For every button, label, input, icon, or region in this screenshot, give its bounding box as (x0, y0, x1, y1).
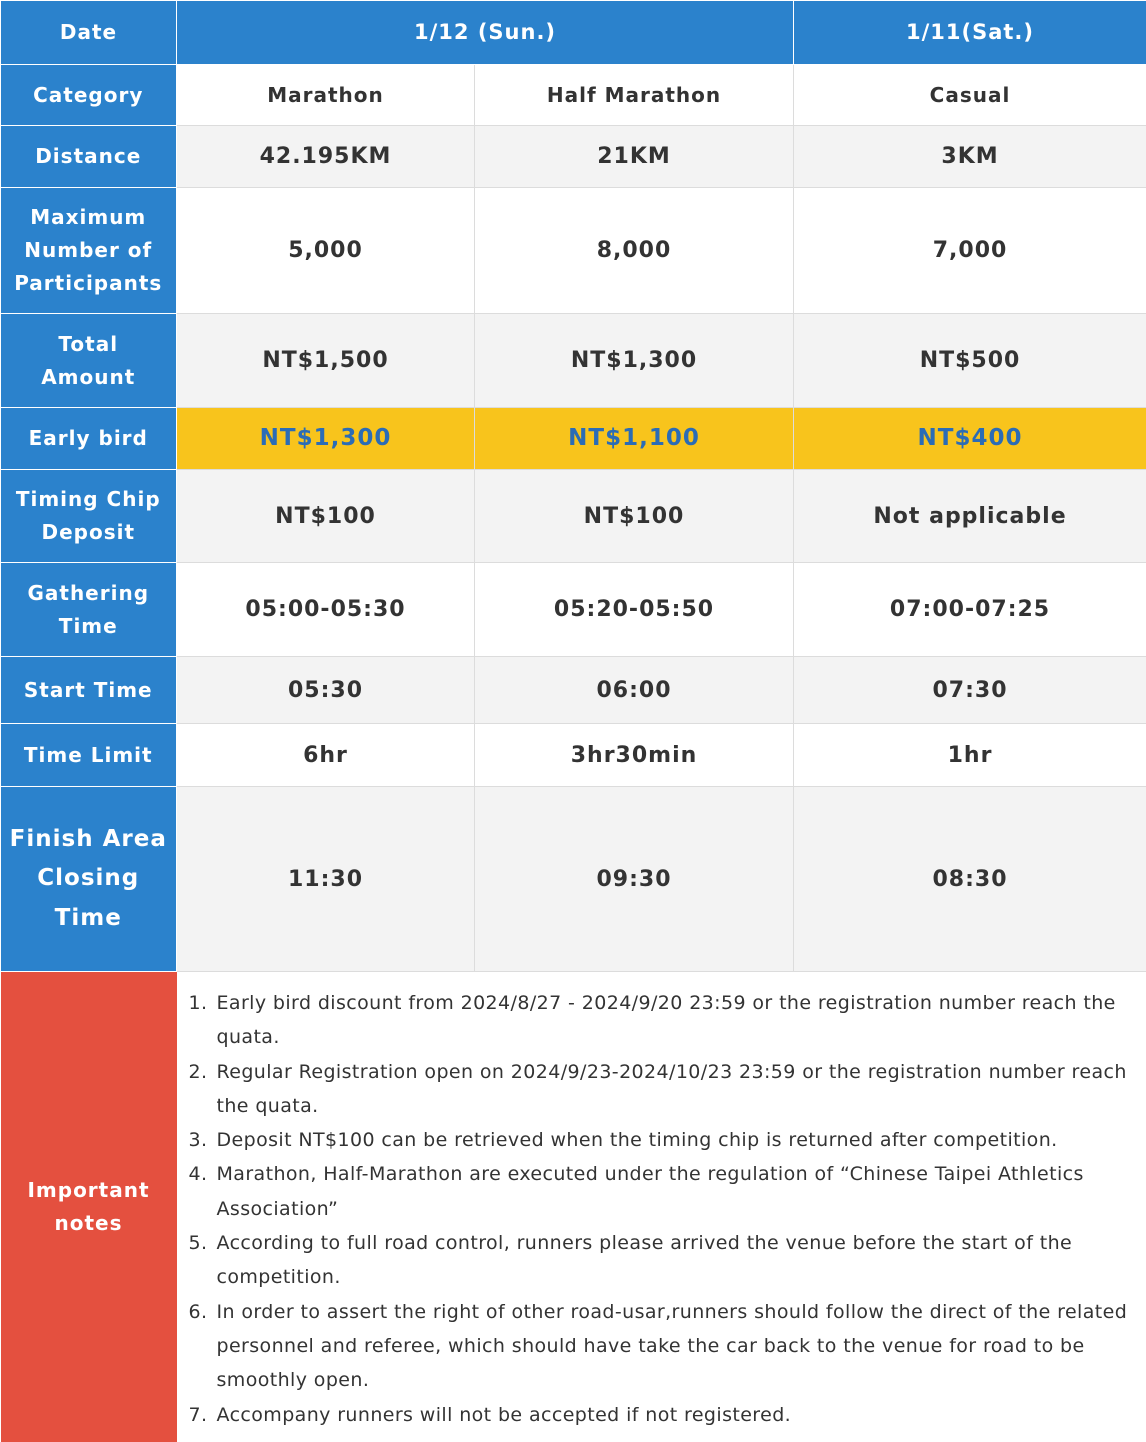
cell-half-marathon: NT$1,300 (475, 314, 794, 408)
note-text: Accompany runners will not be accepted if not registered. (217, 1398, 1137, 1432)
row-label: Gathering Time (1, 563, 177, 657)
cell-marathon: 5,000 (177, 188, 475, 314)
date-saturday: 1/11(Sat.) (794, 1, 1146, 65)
cell-half-marathon: 3hr30min (475, 724, 794, 787)
cell-casual: NT$500 (794, 314, 1146, 408)
note-item (189, 1226, 1137, 1295)
cell-marathon: NT$1,500 (177, 314, 475, 408)
cell-casual: 7,000 (794, 188, 1146, 314)
cell-half-marathon: 06:00 (475, 657, 794, 724)
note-text: Early bird discount from 2024/8/27 - 2024/9/20 23:59 or the registration number reach the quata. (217, 986, 1137, 1055)
note-number: 5. (189, 1226, 217, 1295)
cell-half-marathon: Half Marathon (475, 65, 794, 126)
cell-marathon: 05:30 (177, 657, 475, 724)
row-label: Start Time (1, 657, 177, 724)
note-text: Regular Registration open on 2024/9/23-2024/10/23 23:59 or the registration number reach the quata. (217, 1055, 1137, 1124)
row-label: Distance (1, 126, 177, 188)
cell-marathon: NT$100 (177, 470, 475, 563)
row-label: Category (1, 65, 177, 126)
note-text: Deposit NT$100 can be retrieved when the timing chip is returned after competition. (217, 1123, 1137, 1157)
row-label: Timing Chip Deposit (1, 470, 177, 563)
note-text: Marathon, Half-Marathon are executed under the regulation of “Chinese Taipei Athletics Association” (217, 1157, 1137, 1226)
cell-casual: 1hr (794, 724, 1146, 787)
cell-marathon: 05:00-05:30 (177, 563, 475, 657)
cell-marathon: 42.195KM (177, 126, 475, 188)
total-amount-row (1, 314, 1146, 408)
time-limit-row (1, 724, 1146, 787)
date-label: Date (1, 1, 177, 65)
cell-marathon: 6hr (177, 724, 475, 787)
note-text: In order to assert the right of other road-usar,runners should follow the direct of the related personnel and referee, which should have take the car back to the venue for road to be smoothly open. (217, 1295, 1137, 1398)
cell-half-marathon: NT$100 (475, 470, 794, 563)
row-label: Total Amount (1, 314, 177, 408)
max-participants-row (1, 188, 1146, 314)
row-label: Time Limit (1, 724, 177, 787)
important-notes-row (1, 972, 1146, 1442)
cell-marathon: Marathon (177, 65, 475, 126)
note-text: According to full road control, runners please arrived the venue before the start of the competition. (217, 1226, 1137, 1295)
row-label: Finish Area Closing Time (1, 787, 177, 972)
cell-half-marathon: 09:30 (475, 787, 794, 972)
note-number: 2. (189, 1055, 217, 1124)
cell-casual: 08:30 (794, 787, 1146, 972)
note-item (189, 986, 1137, 1055)
cell-casual: 07:00-07:25 (794, 563, 1146, 657)
note-number: 1. (189, 986, 217, 1055)
start-time-row (1, 657, 1146, 724)
note-item (189, 1055, 1137, 1124)
timing-chip-row (1, 470, 1146, 563)
date-sunday: 1/12 (Sun.) (177, 1, 794, 65)
note-number: 4. (189, 1157, 217, 1226)
cell-half-marathon: NT$1,100 (475, 408, 794, 470)
finish-closing-row (1, 787, 1146, 972)
important-notes-label: Important notes (1, 972, 177, 1442)
cell-casual: 3KM (794, 126, 1146, 188)
note-item (189, 1398, 1137, 1432)
note-item (189, 1157, 1137, 1226)
distance-row (1, 126, 1146, 188)
note-item (189, 1123, 1137, 1157)
cell-casual: Casual (794, 65, 1146, 126)
row-label: Maximum Number of Participants (1, 188, 177, 314)
row-label: Early bird (1, 408, 177, 470)
date-row (1, 1, 1146, 65)
cell-marathon: 11:30 (177, 787, 475, 972)
cell-marathon: NT$1,300 (177, 408, 475, 470)
note-item (189, 1295, 1137, 1398)
notes-list (189, 986, 1137, 1432)
cell-casual: 07:30 (794, 657, 1146, 724)
cell-casual: Not applicable (794, 470, 1146, 563)
important-notes-body (177, 972, 1146, 1442)
early-bird-row (1, 408, 1146, 470)
note-number: 3. (189, 1123, 217, 1157)
cell-half-marathon: 8,000 (475, 188, 794, 314)
category-row (1, 65, 1146, 126)
cell-half-marathon: 21KM (475, 126, 794, 188)
note-number: 6. (189, 1295, 217, 1398)
cell-casual: NT$400 (794, 408, 1146, 470)
gathering-time-row (1, 563, 1146, 657)
cell-half-marathon: 05:20-05:50 (475, 563, 794, 657)
note-number: 7. (189, 1398, 217, 1432)
